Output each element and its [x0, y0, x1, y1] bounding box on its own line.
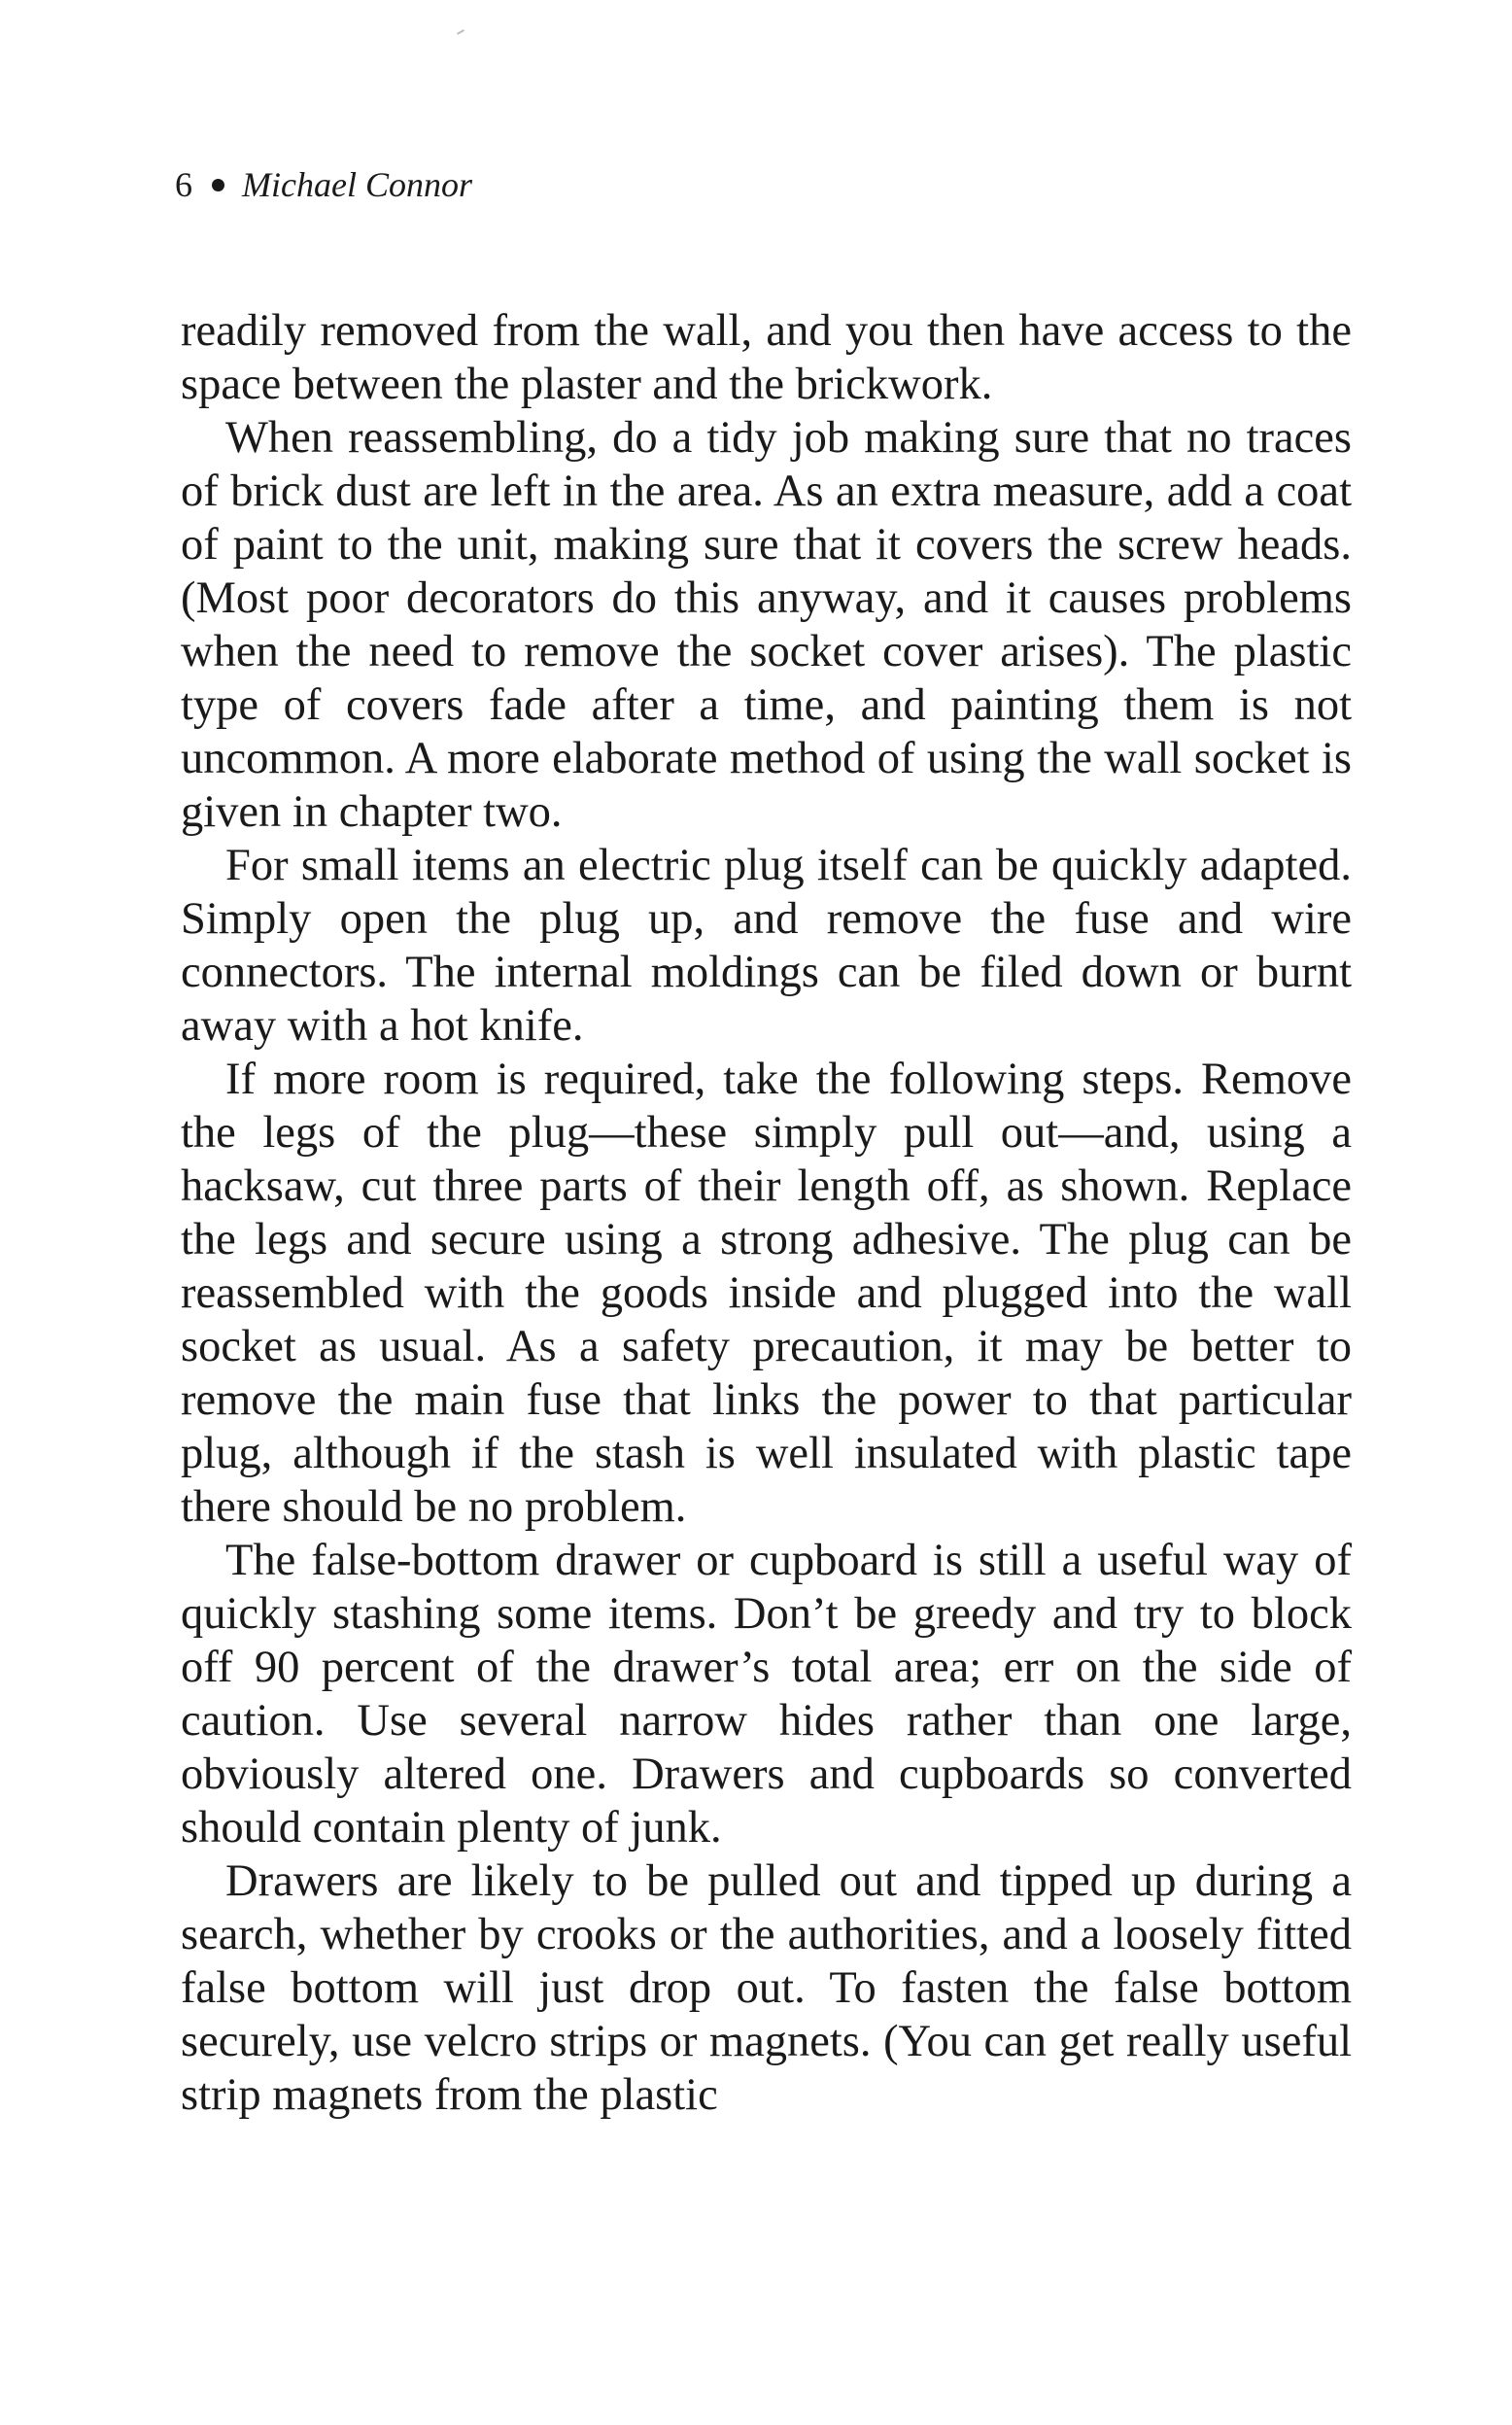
paragraph: The false-bottom drawer or cupboard is still a useful way of quickly stashing some items. Don’t be greedy and try to block off 90 percent of the drawer’s total area; err on the side of caution. Use several narrow hides rather than one large, obviously altered one. Drawers and cupboards so converted should contain plenty of junk.	[181, 1536, 1352, 1853]
body-text	[181, 304, 1352, 2122]
author-name: Michael Connor	[242, 165, 472, 204]
paragraph-continued: readily removed from the wall, and you then have access to the space between the plaster and the brickwork.	[181, 306, 1352, 409]
page-number: 6	[175, 165, 192, 204]
paragraph: For small items an electric plug itself can be quickly adapted. Simply open the plug up, and remove the fuse and wire connectors. The internal moldings can be filed down or burnt away with a hot knife.	[181, 841, 1352, 1051]
paragraph: When reassembling, do a tidy job making sure that no traces of brick dust are left in the area. As an extra measure, add a coat of paint to the unit, making sure that it covers the screw heads. (Most poor decorators do this anyway, and it causes problems when the need to remove the socket cover arises). The plastic type of covers fade after a time, and painting them is not uncommon. A more elaborate method of using the wall socket is given in chapter two.	[181, 413, 1352, 837]
bullet-separator-icon	[212, 179, 224, 191]
scan-speck	[457, 29, 464, 35]
paragraph: If more room is required, take the following steps. Remove the legs of the plug—these simply pull out—and, using a hacksaw, cut three parts of their length off, as shown. Replace the legs and secure using a strong adhesive. The plug can be reassembled with the goods inside and plugged into the wall socket as usual. As a safety precaution, it may be better to remove the main fuse that links the power to that particular plug, although if the stash is well insulated with plastic tape there should be no problem.	[181, 1055, 1352, 1532]
running-head	[175, 163, 472, 206]
paragraph: Drawers are likely to be pulled out and tipped up during a search, whether by crooks or the authorities, and a loosely fitted false bottom will just drop out. To fasten the false bottom securely, use velcro strips or magnets. (You can get really useful strip magnets from the plastic	[181, 1856, 1352, 2120]
